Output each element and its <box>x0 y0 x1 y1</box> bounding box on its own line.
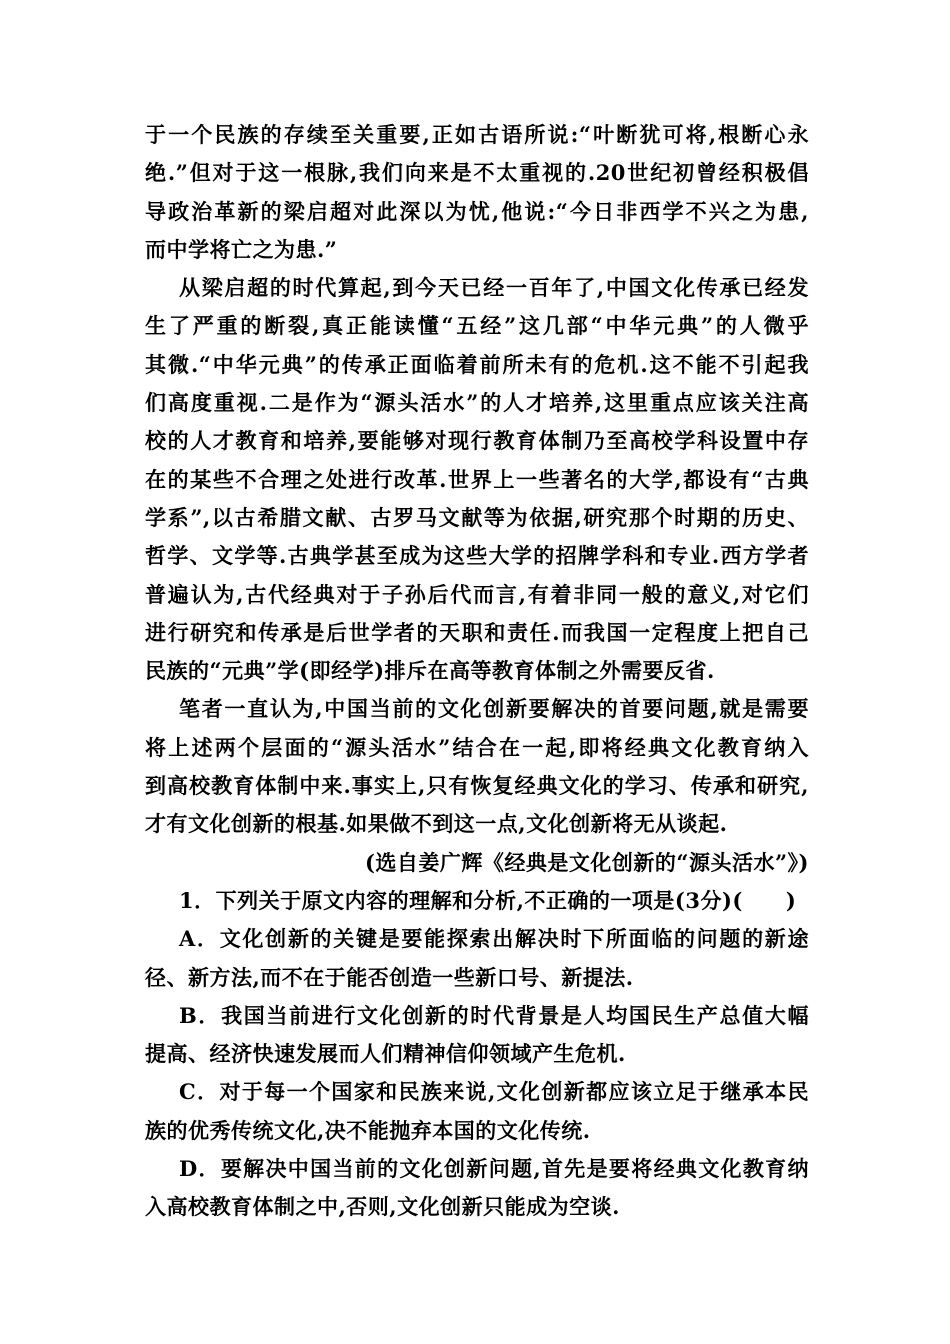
paragraph-1 <box>145 116 809 269</box>
source-citation: (选自姜广辉《经典是文化创新的“源头活水”》) <box>364 849 809 875</box>
option-a <box>145 920 809 997</box>
text-line: 民族的“元典”学(即经学)排斥在高等教育体制之外需要反省. <box>145 658 715 684</box>
text-line: 在的某些不合理之处进行改革.世界上一些著名的大学,都设有“古典 <box>145 466 809 492</box>
text-line: 进行研究和传承是后世学者的天职和责任.而我国一定程度上把自己 <box>145 619 809 645</box>
text-line: 学系”,以古希腊文献、古罗马文献等为依据,研究那个时期的历史、 <box>145 504 809 530</box>
option-line: D．要解决中国当前的文化创新问题,首先是要将经典文化教育纳 <box>179 1156 809 1182</box>
text-line: 而中学将亡之为患.” <box>145 236 338 262</box>
option-line: C．对于每一个国家和民族来说,文化创新都应该立足于继承本民 <box>179 1079 809 1105</box>
option-line: B．我国当前进行文化创新的时代背景是人均国民生产总值大幅 <box>179 1002 809 1028</box>
text-line: 于一个民族的存续至关重要,正如古语所说:“叶断犹可将,根断心永 <box>145 122 809 147</box>
question-1 <box>145 882 809 1227</box>
text-line: 将上述两个层面的“源头活水”结合在一起,即将经典文化教育纳入 <box>145 734 809 760</box>
text-line: 绝.”但对于这一根脉,我们向来是不太重视的.20世纪初曾经积极倡 <box>145 160 809 186</box>
text-line: 导政治革新的梁启超对此深以为忧,他说:“今日非西学不兴之为患, <box>145 198 809 224</box>
text-line: 哲学、文学等.古典学甚至成为这些大学的招牌学科和专业.西方学者 <box>145 543 809 569</box>
option-d <box>145 1150 809 1227</box>
text-line: 普遍认为,古代经典对于子孙后代而言,有着非同一般的意义,对它们 <box>145 581 809 607</box>
text-line: 校的人才教育和培养,要能够对现行教育体制乃至高校学科设置中存 <box>145 428 809 454</box>
option-line: A．文化创新的关键是要能探索出解决时下所面临的问题的新途 <box>179 926 809 952</box>
option-line: 族的优秀传统文化,决不能抛弃本国的文化传统. <box>145 1117 591 1143</box>
option-line: 提高、经济快速发展而人们精神信仰领域产生危机. <box>145 1041 626 1067</box>
option-c <box>145 1073 809 1150</box>
option-b <box>145 997 809 1074</box>
text-line: 们高度重视.二是作为“源头活水”的人才培养,这里重点应该关注高 <box>145 390 809 416</box>
text-line: 从梁启超的时代算起,到今天已经一百年了,中国文化传承已经发 <box>179 275 809 301</box>
text-line: 生了严重的断裂,真正能读懂“五经”这几部“中华元典”的人微乎 <box>145 313 809 339</box>
text-line: 才有文化创新的根基.如果做不到这一点,文化创新将无从谈起. <box>145 811 728 837</box>
paragraph-3 <box>145 690 809 843</box>
paragraph-2 <box>145 269 809 690</box>
document-page <box>145 116 809 1227</box>
text-line: 其微.“中华元典”的传承正面临着前所未有的危机.这不能不引起我 <box>145 351 809 377</box>
option-line: 入高校教育体制之中,否则,文化创新只能成为空谈. <box>145 1194 620 1220</box>
text-line: 笔者一直认为,中国当前的文化创新要解决的首要问题,就是需要 <box>179 696 809 722</box>
question-stem: 1．下列关于原文内容的理解和分析,不正确的一项是(3分)( ) <box>179 887 797 913</box>
option-line: 径、新方法,而不在于能否创造一些新口号、新提法. <box>145 964 634 990</box>
text-line: 到高校教育体制中来.事实上,只有恢复经典文化的学习、传承和研究, <box>145 773 809 799</box>
